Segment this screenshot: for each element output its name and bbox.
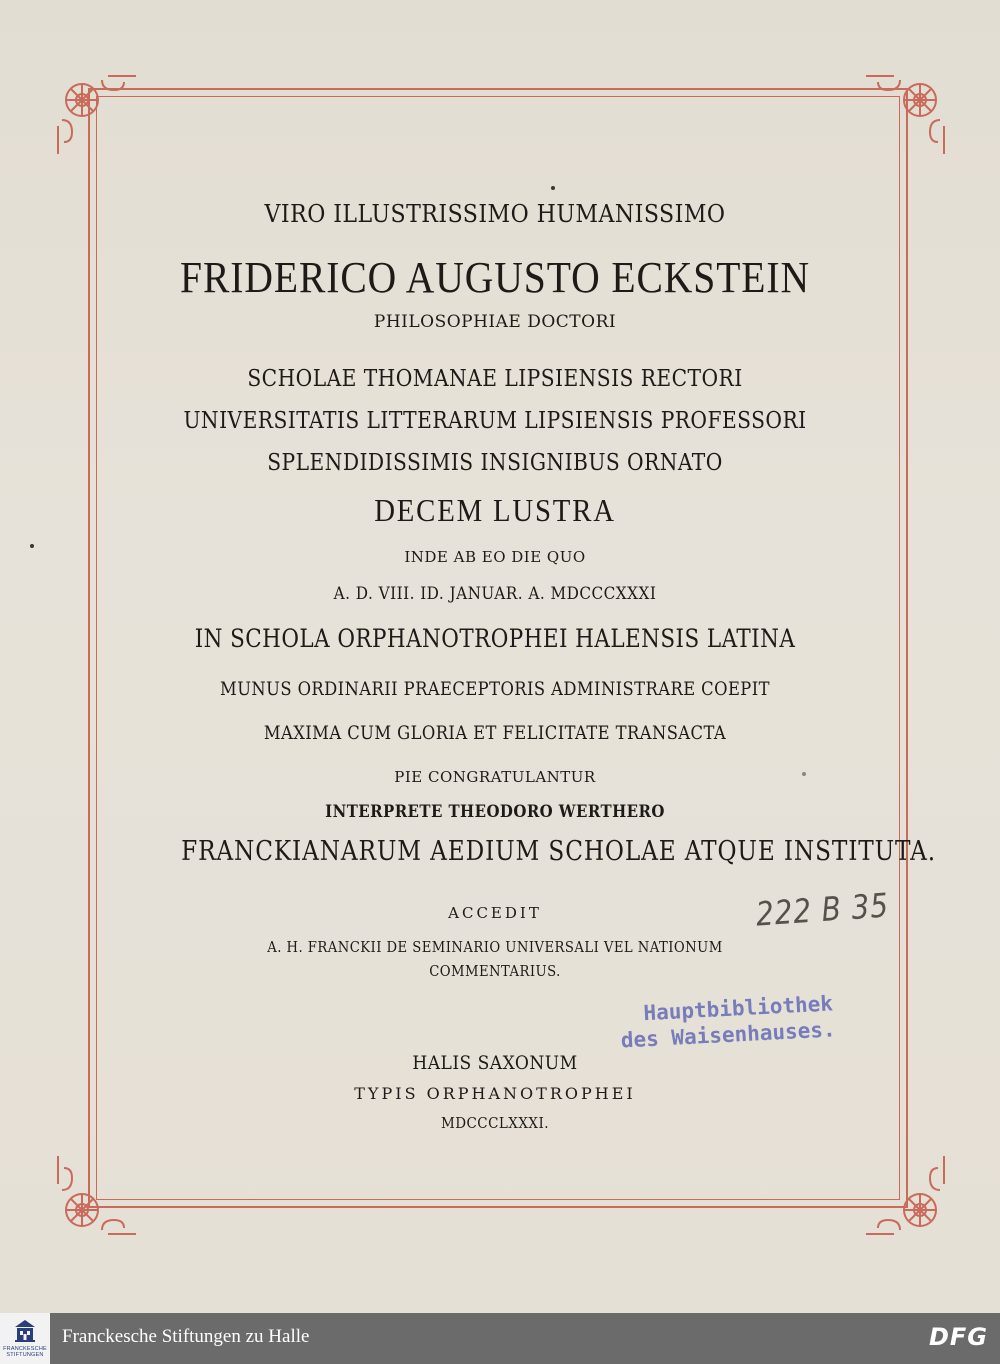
viewer-footer	[0, 1313, 1000, 1364]
honoree-title-2: UNIVERSITATIS LITTERARUM LIPSIENSIS PROFESSORI	[183, 408, 807, 434]
building-icon	[13, 1319, 37, 1345]
paper-speck	[30, 544, 34, 548]
occasion-line-1: INDE AB EO DIE QUO	[404, 548, 586, 566]
honoree-title-1: SCHOLAE THOMANAE LIPSIENSIS RECTORI	[247, 366, 743, 392]
supplement-line-2: COMMENTARIUS.	[429, 962, 561, 980]
handwritten-shelfmark: 222 B 35	[754, 885, 891, 934]
occasion-date: A. D. VIII. ID. JANUAR. A. MDCCCXXXI	[333, 584, 657, 604]
franckesche-logo[interactable]	[0, 1313, 50, 1364]
imprint-place: HALIS SAXONUM	[412, 1052, 578, 1074]
institution-line: FRANCKIANARUM AEDIUM SCHOLAE ATQUE INSTITUTA.	[181, 836, 936, 867]
logo-label: FRANCKESCHE STIFTUNGEN	[3, 1346, 47, 1358]
supplement-line-1: A. H. FRANCKII DE SEMINARIO UNIVERSALI VEL NATIONUM	[267, 938, 723, 956]
occasion-line-3: MAXIMA CUM GLORIA ET FELICITATE TRANSACTA	[263, 722, 727, 744]
honoree-name: FRIDERICO AUGUSTO ECKSTEIN	[180, 253, 810, 302]
dfg-logo[interactable]: DFG	[928, 1323, 988, 1351]
corner-ornament-top-right	[866, 70, 950, 154]
accedit-line: ACCEDIT	[448, 904, 542, 922]
dedication-line: VIRO ILLUSTRISSIMO HUMANISSIMO	[264, 200, 726, 228]
corner-ornament-bottom-left	[52, 1156, 136, 1240]
occasion-place: IN SCHOLA ORPHANOTROPHEI HALENSIS LATINA	[194, 624, 796, 653]
stamp-line-1: Hauptbibliothek	[642, 991, 834, 1026]
occasion-heading: DECEM LUSTRA	[374, 492, 616, 528]
imprint-year: MDCCCLXXXI.	[440, 1114, 549, 1132]
imprint-printer: TYPIS ORPHANOTROPHEI	[354, 1084, 636, 1103]
paper-speck	[551, 186, 555, 190]
footer-title[interactable]: Franckesche Stiftungen zu Halle	[62, 1326, 310, 1347]
occasion-line-2: MUNUS ORDINARII PRAECEPTORIS ADMINISTRARE COEPIT	[220, 678, 770, 700]
interpreter-line: INTERPRETE THEODORO WERTHERO	[325, 802, 665, 822]
honoree-title-3: SPLENDIDISSIMIS INSIGNIBUS ORNATO	[267, 450, 723, 476]
congratulation-line: PIE CONGRATULANTUR	[394, 768, 596, 786]
corner-ornament-top-left	[52, 70, 136, 154]
corner-ornament-bottom-right	[866, 1156, 950, 1240]
stamp-line-2: des Waisenhauses.	[620, 1017, 837, 1053]
honoree-degree: PHILOSOPHIAE DOCTORI	[373, 312, 617, 332]
